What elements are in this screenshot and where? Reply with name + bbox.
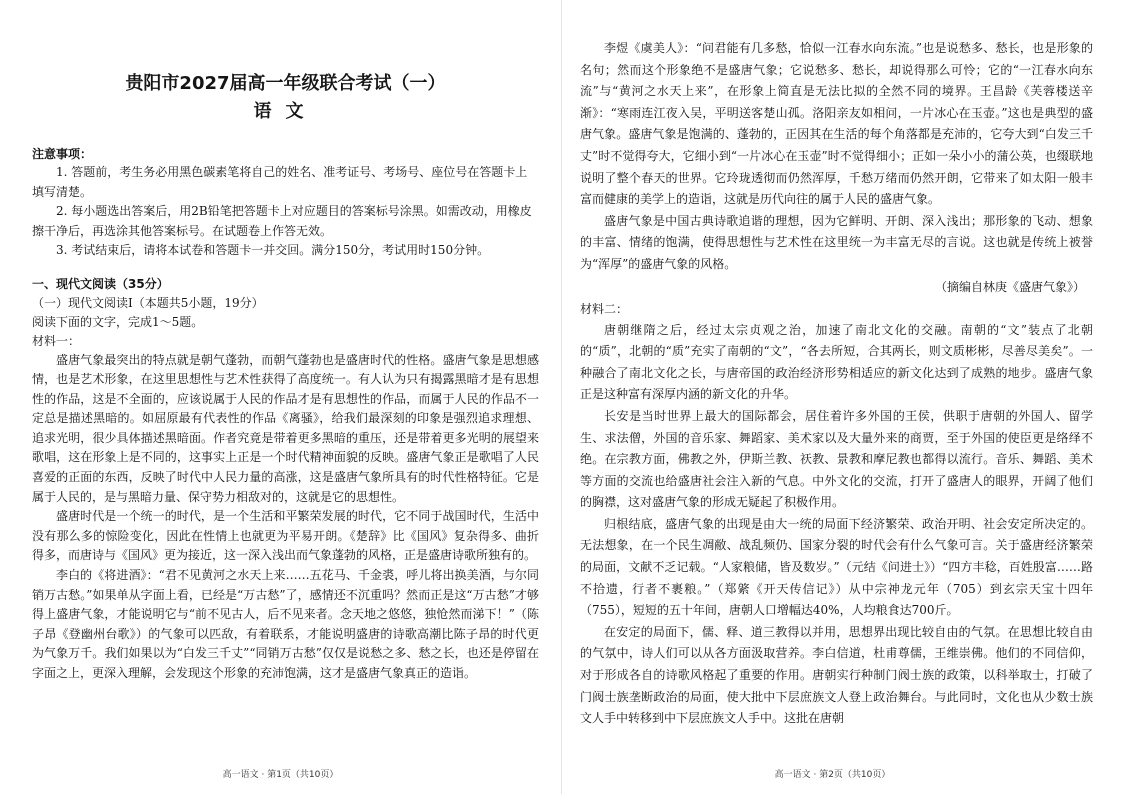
paragraph: 盛唐气象是中国古典诗歌追谐的理想，因为它鲜明、开朗、深入浅出；那形象的飞动、想象的丰富、情绪的饱满，使得思想性与艺术性在这里统一为丰富无尽的言说。这也就是传统上被誉为“浑厚”的盛唐气象的风格。	[580, 213, 1093, 271]
reading-instruction: 阅读下面的文字，完成1～5题。	[32, 314, 204, 329]
notice-list	[32, 163, 539, 261]
material-one-continued	[580, 38, 1093, 276]
material-one-text	[32, 351, 539, 684]
page-left	[0, 0, 561, 794]
notice-heading: 注意事项：	[32, 147, 93, 161]
notice-item: 3. 考试结束后，请将本试卷和答题卡一并交回。满分150分，考试用时150分钟。	[56, 243, 490, 257]
paragraph: 李煜《虞美人》：“问君能有几多愁，恰似一江春水向东流。”也是说愁多、愁长，也是形象的名句；然而这个形象绝不是盛唐气象；它说愁多、愁长，却说得那么可怜；它的“一江春水向东流”与“黄河之水天上来”，在形象上简直是无法比拟的全然不同的境界。王昌龄《芙蓉楼送辛渐》：“寒雨连江夜入吴，平明送客楚山孤。洛阳亲友如相问，一片冰心在玉壶。”这也是典型的盛唐气象。盛唐气象是饱满的、蓬勃的，正因其在生活的每个角落都是充沛的，它夸大到“白发三千丈”时不觉得夸大，它细小到“一片冰心在玉壶”时不觉得细小；正如一朵小小的蒲公英，也缀联地说明了整个春天的世界。它玲珑透彻而仍然浑厚，千愁万绪而仍然开朗，它带来了如太阳一般丰富而健康的美学上的造诣，这就是历代向往的属于人民的盛唐气象。	[580, 41, 1093, 207]
page-right	[562, 0, 1123, 794]
paragraph: 李白的《将进酒》：“君不见黄河之水天上来……五花马、千金裘，呼儿将出换美酒，与尔同销万古愁。”如果单从字面上看，已经是“万古愁”了，感情还不沉重吗？然而正是这“万古愁”才够得上盛唐气象，才能说明它与“前不见古人，后不见来者。念天地之悠悠，独怆然而涕下！”（陈子昂《登幽州台歌》）的气象可以匹敌，有着联系，才能说明盛唐的诗歌高潮比陈子昂的时代更为气象万千。我们如果以为“白发三千丈”“同销万古愁”仅仅是说愁之多、愁之长，也还是停留在字面之上，更深入理解，会发现这个形象的充沛饱满，这才是盛唐气象真正的造诣。	[32, 568, 539, 680]
exam-title: 贵阳市2027届高一年级联合考试（一）	[125, 73, 446, 94]
notice-item: 2. 每小题选出答案后，用2B铅笔把答题卡上对应题目的答案标号涂黑。如需改动，用橡皮擦干净后，再选涂其他答案标号。在试题卷上作答无效。	[32, 204, 532, 238]
paragraph: 归根结底，盛唐气象的出现是由大一统的局面下经济繁荣、政治开明、社会安定所决定的。无法想象，在一个民生凋敝、战乱频仍、国家分裂的时代会有什么气象可言。关于盛唐经济繁荣的局面，文献不乏记载。“人家粮储，皆及数岁。”（元结《问进士》）“四方丰稔，百姓殷富……路不拾遗，行者不裹粮。”（郑綮《开天传信记》）从中宗神龙元年（705）到玄宗天宝十四年（755），短短的五十年间，唐朝人口增幅达40%，人均粮食达700斤。	[580, 516, 1093, 618]
material-two-text	[580, 320, 1093, 730]
paragraph: 盛唐时代是一个统一的时代，是一个生活和平繁荣发展的时代，它不同于战国时代，生活中没有那么多的惊险变化，因此在性情上也就更为平易开朗。《楚辞》比《国风》复杂得多、曲折得多，而唐诗与《国风》更为接近，这一深入浅出而气象蓬勃的风格，正是盛唐诗歌所独有的。	[32, 509, 539, 563]
material-two-label: 材料二：	[580, 301, 629, 316]
subsection-heading: （一）现代文阅读Ⅰ（本题共5小题，19分）	[32, 295, 264, 310]
material-one-label: 材料一：	[32, 333, 81, 348]
paragraph: 盛唐气象最突出的特点就是朝气蓬勃，而朝气蓬勃也是盛唐时代的性格。盛唐气象是思想感情，也是艺术形象，在这里思想性与艺术性获得了高度统一。有人认为只有揭露黑暗才是有思想性的作品，这是不全面的，应该说属于人民的作品才是有思想性的作品，而属于人民的作品不一定总是描述黑暗的。如屈原最有代表性的作品《离骚》，给我们最深刻的印象是强烈追求理想、追求光明，很少具体描述黑暗面。作者究竟是带着更多黑暗的重压，还是带着更多光明的展望来歌唱，这在形象上是不同的，这事实上正是一个时代精神面貌的反映。盛唐气象正是歌唱了人民喜爱的正面的东西，反映了时代中人民力量的高涨，这是盛唐气象所具有的时代性格特征。它是属于人民的，是与黑暗力量、保守势力相敌对的，这就是它的思想性。	[32, 352, 539, 504]
subject-title: 语文	[253, 101, 318, 122]
notice-item: 1. 答题前，考生务必用黑色碳素笔将自己的姓名、准考证号、考场号、座位号在答题卡上填写清楚。	[32, 165, 528, 199]
page-footer: 高一语文 · 第1页（共10页）	[222, 770, 339, 780]
paragraph: 唐朝继隋之后，经过太宗贞观之治，加速了南北文化的交融。南朝的“文”装点了北朝的“质”，北朝的“质”充实了南朝的“文”，“各去所短，合其两长，则文质彬彬，尽善尽美矣”。一种融合了南北文化之长，与唐帝国的政治经济形势相适应的新文化达到了成熟的地步。盛唐气象正是这种富有深厚内涵的新文化的升华。	[580, 322, 1093, 402]
source-citation: （摘编自林庚《盛唐气象》）	[934, 279, 1085, 294]
paragraph: 在安定的局面下，儒、释、道三教得以并用，思想界出现比较自由的气氛。在思想比较自由的气氛中，诗人们可以从各方面汲取营养。李白信道，杜甫尊儒，王维崇佛。他们的不同信仰，对于形成各自的诗歌风格起了重要的作用。唐朝实行种制门阀士族的政策，以科举取士，打破了门阀士族垄断政治的局面，使大批中下层庶族文人登上政治舞台。与此同时，文化也从少数士族文人手中转移到中下层庶族文人手中。这批在唐朝	[580, 624, 1093, 726]
paragraph: 长安是当时世界上最大的国际都会，居住着许多外国的王侯，供职于唐朝的外国人、留学生、求法僧，外国的音乐家、舞蹈家、美术家以及大量外来的商贾，至于外国的使臣更是络绎不绝。在宗教方面，佛教之外，伊斯兰教、祆教、景教和摩尼教也都得以流行。音乐、舞蹈、美术等方面的交流也给盛唐社会注入新的气息。中外文化的交流，打开了盛唐人的眼界，开阔了他们的胸襟，这对盛唐气象的形成无疑起了积极作用。	[580, 408, 1093, 510]
section-heading: 一、现代文阅读（35分）	[32, 276, 169, 291]
page-footer: 高一语文 · 第2页（共10页）	[774, 770, 891, 780]
